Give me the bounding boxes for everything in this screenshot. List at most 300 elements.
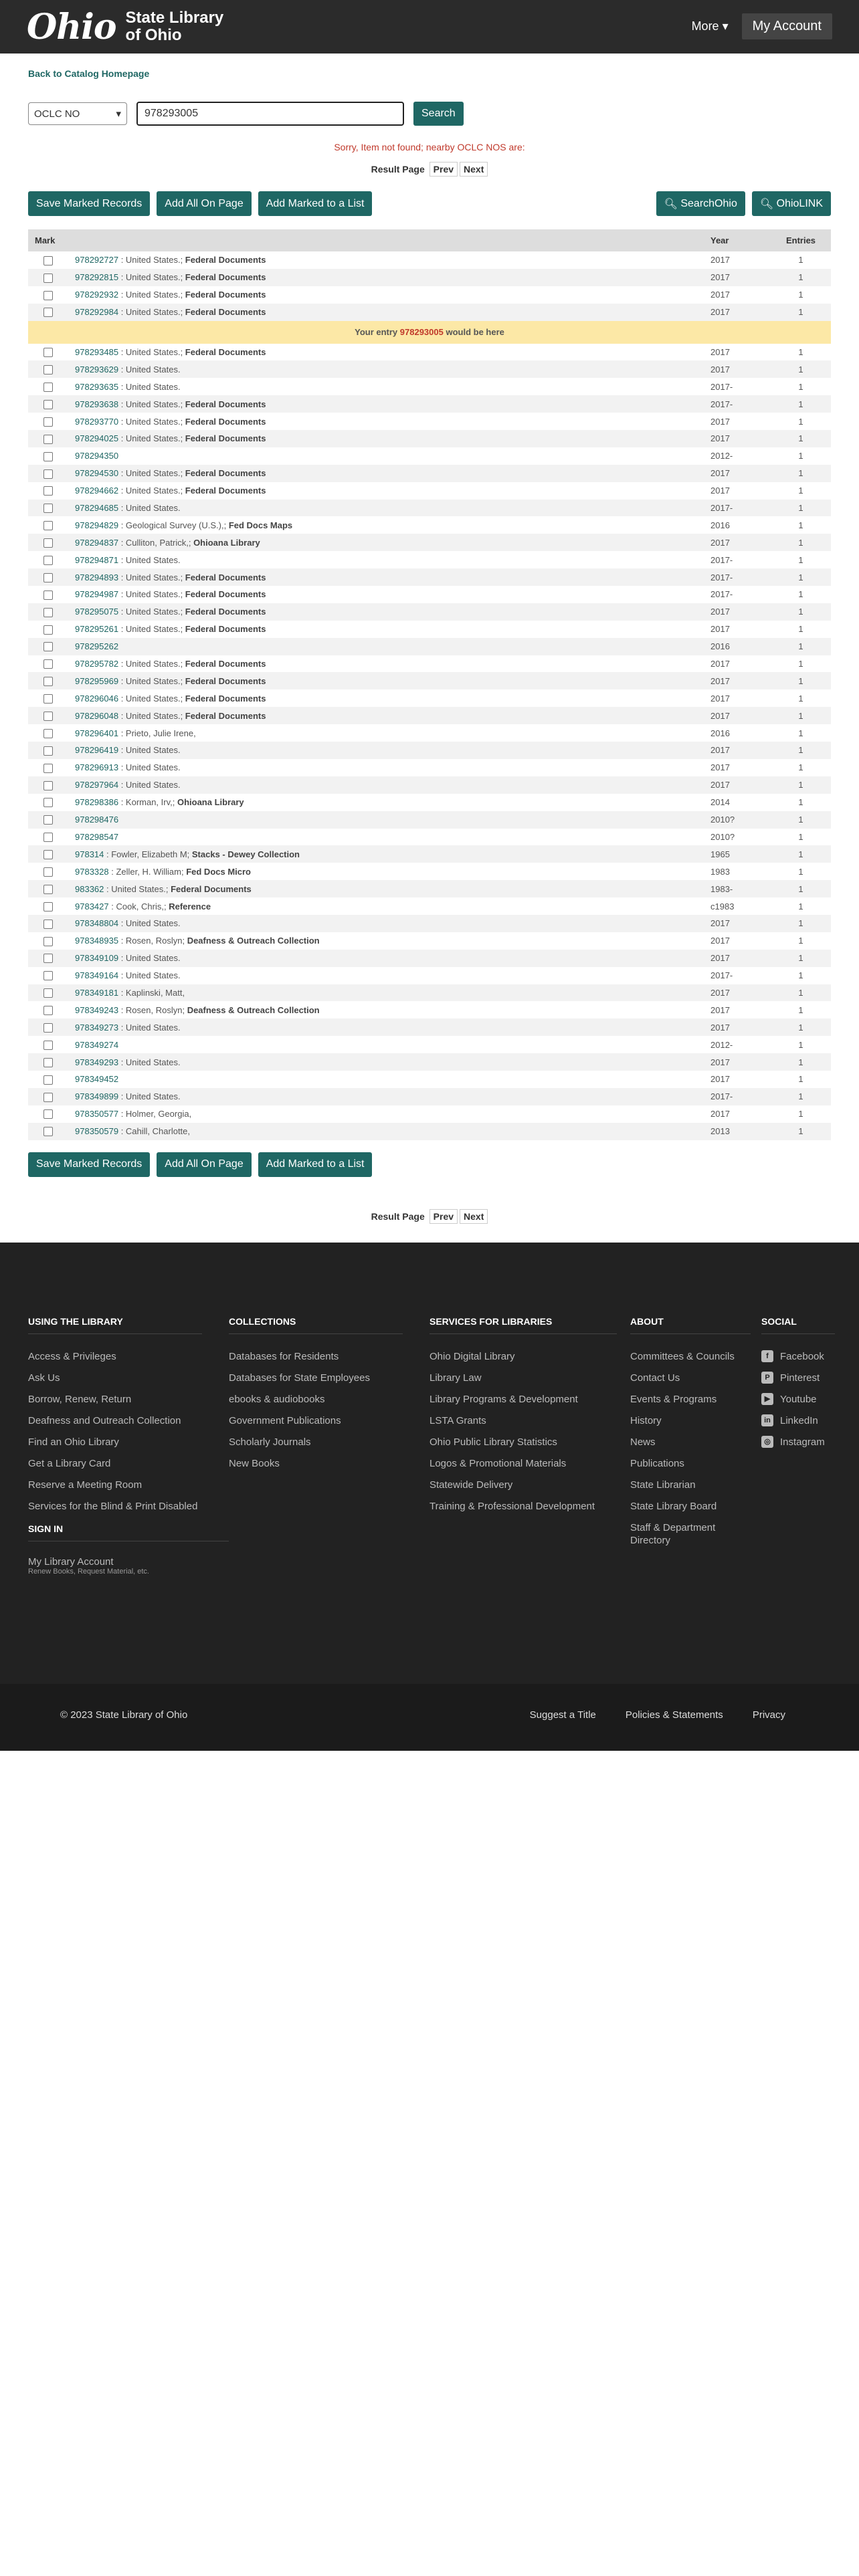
mark-checkbox[interactable] <box>43 486 53 496</box>
mark-checkbox[interactable] <box>43 1006 53 1015</box>
table-row <box>28 551 831 568</box>
oclc-link[interactable]: 978293635 <box>75 381 119 392</box>
oclc-link[interactable]: 978349274 <box>75 1039 119 1050</box>
oclc-link[interactable]: 978296913 <box>75 762 119 773</box>
record-source: : United States. <box>118 745 181 756</box>
oclc-link[interactable]: 978294350 <box>75 451 119 461</box>
record-entries: 1 <box>771 672 831 689</box>
footer-link[interactable]: Databases for Residents <box>229 1350 339 1362</box>
record-source: : United States. <box>118 953 181 964</box>
oclc-link[interactable]: 978292815 <box>75 272 119 283</box>
footer-link[interactable]: Get a Library Card <box>28 1457 111 1469</box>
mark-header: Mark <box>28 229 68 251</box>
mark-checkbox[interactable] <box>43 556 53 565</box>
record-source: : United States.; <box>118 272 185 283</box>
footer-link[interactable]: Ohio Public Library Statistics <box>430 1436 557 1448</box>
mark-checkbox[interactable] <box>43 746 53 756</box>
record-year: 2017 <box>704 1053 771 1071</box>
record-entries: 1 <box>771 880 831 897</box>
oclc-link[interactable]: 978297964 <box>75 780 119 790</box>
save-marked-button[interactable]: Save Marked Records <box>28 1152 150 1177</box>
my-account-button[interactable]: My Account <box>742 13 832 39</box>
record-year: 2017 <box>710 347 730 357</box>
record-year: 1965 <box>704 845 771 863</box>
record-entries: 1 <box>771 811 831 829</box>
table-row <box>28 430 831 447</box>
table-row <box>28 395 831 413</box>
mark-checkbox[interactable] <box>43 729 53 738</box>
mark-checkbox[interactable] <box>43 365 53 374</box>
oclc-link[interactable]: 978349273 <box>75 1022 119 1033</box>
oclc-link[interactable]: 978296048 <box>75 710 119 721</box>
record-year: 2017 <box>704 776 771 794</box>
prev-page-button[interactable]: Prev <box>430 162 458 177</box>
not-found-notice: Sorry, Item not found; nearby OCLC NOS are: <box>334 142 525 152</box>
record-entries: 1 <box>771 776 831 794</box>
search-button[interactable]: Search <box>413 102 464 126</box>
record-source: : Rosen, Roslyn; <box>118 1004 187 1015</box>
oclc-link[interactable]: 9783427 <box>75 901 109 911</box>
table-row <box>28 742 831 759</box>
table-row <box>28 465 831 482</box>
table-row <box>28 251 831 269</box>
mark-checkbox[interactable] <box>43 920 53 929</box>
mark-checkbox[interactable] <box>43 256 53 265</box>
mark-checkbox[interactable] <box>43 274 53 283</box>
search-icon: 🔍︎ <box>664 198 678 210</box>
social-link-youtube[interactable] <box>761 1393 835 1406</box>
footer-link[interactable]: Events & Programs <box>630 1393 717 1405</box>
footer-link[interactable]: Staff & Department Directory <box>630 1521 716 1546</box>
record-location: Fed Docs Micro <box>186 866 251 877</box>
footer-link[interactable]: Databases for State Employees <box>229 1372 370 1384</box>
oclc-link[interactable]: 9783328 <box>75 866 109 877</box>
footer-link[interactable]: State Librarian <box>630 1479 696 1491</box>
footer-link[interactable]: Access & Privileges <box>28 1350 116 1362</box>
footer-link[interactable]: Ohio Digital Library <box>430 1350 515 1362</box>
footer-column-title: ABOUT <box>630 1316 751 1334</box>
mark-checkbox[interactable] <box>43 1127 53 1136</box>
mark-checkbox[interactable] <box>43 971 53 980</box>
mark-checkbox[interactable] <box>43 400 53 409</box>
linkedin-icon: in <box>761 1414 773 1426</box>
record-entries: 1 <box>771 707 831 724</box>
record-source: : United States. <box>118 1057 181 1067</box>
footer-link[interactable]: Reserve a Meeting Room <box>28 1479 142 1491</box>
oclc-link[interactable]: 978295262 <box>75 641 119 652</box>
chevron-down-icon: ▾ <box>116 108 121 120</box>
table-row <box>28 500 831 517</box>
oclc-link[interactable]: 978295969 <box>75 675 119 686</box>
table-row <box>28 776 831 794</box>
record-year: 2017- <box>710 554 733 565</box>
mark-checkbox[interactable] <box>43 798 53 807</box>
record-source: : Kaplinski, Matt, <box>118 987 185 998</box>
mark-checkbox[interactable] <box>43 591 53 600</box>
oclc-link[interactable]: 978348935 <box>75 936 119 946</box>
record-source: : United States.; <box>118 607 185 617</box>
record-year: 2017 <box>710 416 730 427</box>
oclc-link[interactable]: 978294837 <box>75 537 119 548</box>
table-row <box>28 689 831 707</box>
table-row <box>28 447 831 465</box>
footer-column <box>28 1316 202 1521</box>
table-row <box>28 794 831 811</box>
mark-checkbox[interactable] <box>43 833 53 842</box>
oclc-link[interactable]: 978293485 <box>75 347 119 357</box>
mark-checkbox[interactable] <box>43 867 53 877</box>
footer-column-title: USING THE LIBRARY <box>28 1316 202 1334</box>
social-label: Pinterest <box>780 1372 820 1384</box>
mark-checkbox[interactable] <box>43 1058 53 1067</box>
footer-link[interactable]: LSTA Grants <box>430 1414 486 1426</box>
record-entries: 1 <box>771 304 831 321</box>
oclc-link[interactable]: 978295075 <box>75 607 119 617</box>
social-link-pinterest[interactable] <box>761 1372 835 1384</box>
oclc-link[interactable]: 978295261 <box>75 624 119 635</box>
record-entries: 1 <box>798 1109 803 1119</box>
record-year: 2017 <box>704 742 771 759</box>
table-row <box>28 1036 831 1053</box>
mark-checkbox[interactable] <box>43 659 53 669</box>
oclc-link[interactable]: 978298386 <box>75 797 119 808</box>
record-source: : United States.; <box>118 468 185 479</box>
add-all-button[interactable]: Add All On Page <box>157 191 251 216</box>
oclc-link[interactable]: 978296419 <box>75 745 119 756</box>
table-row <box>28 586 831 603</box>
record-location: Deafness & Outreach Collection <box>187 936 320 946</box>
footer-link[interactable]: New Books <box>229 1457 280 1469</box>
record-entries: 1 <box>798 936 803 946</box>
oclc-link[interactable]: 978292984 <box>75 307 119 318</box>
oclc-link[interactable]: 978298547 <box>75 831 119 842</box>
record-source: : United States. <box>118 780 181 790</box>
record-year: 2010? <box>710 831 735 842</box>
record-year: 2017- <box>710 589 733 600</box>
footer-link[interactable]: Training & Professional Development <box>430 1500 595 1512</box>
oclc-link[interactable]: 978294829 <box>75 520 119 530</box>
add-marked-list-button[interactable]: Add Marked to a List <box>258 1152 373 1177</box>
add-all-button[interactable]: Add All On Page <box>157 1152 251 1177</box>
site-logo[interactable] <box>27 3 223 51</box>
record-entries: 1 <box>771 568 831 586</box>
oclc-link[interactable]: 978294893 <box>75 572 119 582</box>
mark-checkbox[interactable] <box>43 902 53 911</box>
record-location: Federal Documents <box>185 255 266 265</box>
record-entries: 1 <box>771 984 831 1002</box>
footer-link[interactable]: History <box>630 1414 662 1426</box>
mark-checkbox[interactable] <box>43 469 53 479</box>
mark-checkbox[interactable] <box>43 521 53 530</box>
social-label: Facebook <box>780 1350 824 1362</box>
social-link-facebook[interactable] <box>761 1350 835 1363</box>
social-link-linkedin[interactable] <box>761 1414 835 1427</box>
oclc-link[interactable]: 978349109 <box>75 953 119 964</box>
mark-checkbox[interactable] <box>43 694 53 704</box>
mark-checkbox[interactable] <box>43 954 53 963</box>
oclc-link[interactable]: 978292727 <box>75 255 119 265</box>
oclc-link[interactable]: 983362 <box>75 883 104 894</box>
mark-checkbox[interactable] <box>43 764 53 773</box>
footer-link[interactable]: Borrow, Renew, Return <box>28 1393 132 1405</box>
mark-checkbox[interactable] <box>43 1109 53 1119</box>
record-entries: 1 <box>798 901 803 911</box>
record-entries: 1 <box>798 624 803 635</box>
table-row <box>28 482 831 500</box>
oclc-link[interactable]: 978296401 <box>75 728 119 738</box>
record-year: 2017 <box>704 984 771 1002</box>
record-entries: 1 <box>798 1074 803 1085</box>
record-entries: 1 <box>771 1018 831 1036</box>
record-source: : Fowler, Elizabeth M; <box>104 849 192 859</box>
next-page-button[interactable]: Next <box>460 162 488 177</box>
record-entries: 1 <box>798 831 803 842</box>
record-source: : United States. <box>118 762 181 773</box>
oclc-link[interactable]: 978294685 <box>75 503 119 514</box>
mark-checkbox[interactable] <box>43 348 53 357</box>
result-page-label: Result Page <box>371 1210 425 1222</box>
table-row <box>28 863 831 880</box>
search-index-select[interactable] <box>28 102 127 125</box>
footer-link[interactable]: Publications <box>630 1457 684 1469</box>
mark-checkbox[interactable] <box>43 383 53 392</box>
oclc-link[interactable]: 978294025 <box>75 433 119 444</box>
record-location: Federal Documents <box>185 589 266 600</box>
record-entries: 1 <box>798 589 803 600</box>
footer-link[interactable]: Scholarly Journals <box>229 1436 311 1448</box>
record-year: 2016 <box>710 520 730 530</box>
social-label: Instagram <box>780 1436 825 1448</box>
mark-checkbox[interactable] <box>43 452 53 461</box>
record-entries: 1 <box>798 486 803 496</box>
record-source: : United States.; <box>118 659 185 669</box>
footer-link[interactable]: Services for the Blind & Print Disabled <box>28 1500 198 1512</box>
table-row <box>28 516 831 534</box>
oclc-link[interactable]: 978294530 <box>75 468 119 479</box>
oclc-link[interactable]: 978294987 <box>75 589 119 600</box>
record-year: 2017 <box>704 603 771 621</box>
record-year: 2014 <box>710 797 730 808</box>
record-year: 2017 <box>710 1004 730 1015</box>
mark-checkbox[interactable] <box>43 308 53 317</box>
footer-link[interactable]: Deafness and Outreach Collection <box>28 1414 181 1426</box>
table-row <box>28 950 831 967</box>
placeholder-pre: Your entry <box>355 327 400 338</box>
oclc-link[interactable]: 978294662 <box>75 486 119 496</box>
prev-page-button[interactable]: Prev <box>430 1209 458 1224</box>
record-entries: 1 <box>798 554 803 565</box>
record-entries: 1 <box>798 762 803 773</box>
table-row <box>28 707 831 724</box>
social-link-instagram[interactable] <box>761 1436 835 1448</box>
mark-checkbox[interactable] <box>43 1023 53 1033</box>
results-table <box>28 229 831 1140</box>
oclc-link[interactable]: 978349164 <box>75 970 119 981</box>
placeholder-code: 978293005 <box>399 327 444 338</box>
oclc-link[interactable]: 978296046 <box>75 693 119 704</box>
record-source: : United States.; <box>118 255 185 265</box>
record-source: : United States.; <box>118 486 185 496</box>
record-year: 2012- <box>710 1039 733 1050</box>
oclc-link[interactable]: 978349293 <box>75 1057 119 1067</box>
next-page-button[interactable]: Next <box>460 1209 488 1224</box>
mark-checkbox[interactable] <box>43 885 53 894</box>
record-location: Ohioana Library <box>177 797 244 808</box>
mark-checkbox[interactable] <box>43 712 53 721</box>
record-entries: 1 <box>798 1039 803 1050</box>
mark-checkbox[interactable] <box>43 850 53 859</box>
table-row <box>28 378 831 395</box>
footer-link[interactable]: Find an Ohio Library <box>28 1436 119 1448</box>
footer-link[interactable]: Library Law <box>430 1372 482 1384</box>
oclc-link[interactable]: 978293638 <box>75 399 119 409</box>
table-row <box>28 932 831 950</box>
record-source: : United States.; <box>104 883 171 894</box>
footer-link[interactable]: ebooks & audiobooks <box>229 1393 325 1405</box>
record-source: : United States.; <box>118 675 185 686</box>
searchohio-button[interactable] <box>656 191 745 216</box>
record-year: 2017- <box>704 1088 771 1105</box>
instagram-icon: ◎ <box>761 1436 773 1448</box>
record-source: : Cahill, Charlotte, <box>118 1126 191 1137</box>
mark-checkbox[interactable] <box>43 988 53 998</box>
record-entries: 1 <box>798 659 803 669</box>
mark-checkbox[interactable] <box>43 504 53 513</box>
record-source: : Holmer, Georgia, <box>118 1109 192 1119</box>
oclc-link[interactable]: 978314 <box>75 849 104 859</box>
my-library-account-link[interactable]: My Library Account <box>28 1555 114 1568</box>
footer-link[interactable]: News <box>630 1436 656 1448</box>
record-year: 2017 <box>710 255 730 265</box>
add-marked-list-button[interactable]: Add Marked to a List <box>258 191 373 216</box>
back-to-catalog-link[interactable]: Back to Catalog Homepage <box>28 68 150 79</box>
record-entries: 1 <box>771 638 831 655</box>
record-entries: 1 <box>771 742 831 759</box>
social-column <box>761 1316 835 1457</box>
footer-link[interactable]: Ask Us <box>28 1372 60 1384</box>
table-row <box>28 897 831 915</box>
oclc-link[interactable]: 978293629 <box>75 364 119 374</box>
mark-checkbox[interactable] <box>43 642 53 651</box>
mark-checkbox[interactable] <box>43 417 53 427</box>
mark-checkbox[interactable] <box>43 937 53 946</box>
oclc-link[interactable]: 978295782 <box>75 659 119 669</box>
footer-bottom-link[interactable]: Policies & Statements <box>625 1709 723 1721</box>
record-year: 2017 <box>710 762 730 773</box>
record-location: Federal Documents <box>185 693 266 704</box>
footer-link[interactable]: Statewide Delivery <box>430 1479 513 1491</box>
record-year: 2012- <box>710 451 733 461</box>
record-year: 2017- <box>710 381 733 392</box>
footer-link[interactable]: Library Programs & Development <box>430 1393 578 1405</box>
record-year: 2017 <box>704 707 771 724</box>
record-entries: 1 <box>771 1053 831 1071</box>
ohiolink-button[interactable] <box>752 191 831 216</box>
entry-placeholder-row <box>28 321 831 344</box>
mark-checkbox[interactable] <box>43 815 53 825</box>
record-location: Federal Documents <box>185 659 266 669</box>
footer-link[interactable]: Government Publications <box>229 1414 341 1426</box>
record-entries: 1 <box>771 1088 831 1105</box>
mark-checkbox[interactable] <box>43 677 53 686</box>
table-row <box>28 759 831 776</box>
record-source: : Geological Survey (U.S.),; <box>118 520 229 530</box>
mark-checkbox[interactable] <box>43 573 53 582</box>
footer-bottom-link[interactable]: Suggest a Title <box>529 1709 596 1721</box>
oclc-link[interactable]: 978349452 <box>75 1074 119 1085</box>
record-entries: 1 <box>771 395 831 413</box>
table-row <box>28 811 831 829</box>
record-year: 2017 <box>704 915 771 932</box>
oclc-link[interactable]: 978298476 <box>75 815 119 825</box>
oclc-link[interactable]: 978350577 <box>75 1109 119 1119</box>
mark-checkbox[interactable] <box>43 291 53 300</box>
social-label: LinkedIn <box>780 1414 818 1426</box>
oclc-link[interactable]: 978294871 <box>75 554 119 565</box>
more-menu[interactable]: More ▾ <box>691 19 729 33</box>
oclc-link[interactable]: 978349243 <box>75 1004 119 1015</box>
mark-checkbox[interactable] <box>43 538 53 548</box>
footer-link[interactable]: Contact Us <box>630 1372 680 1384</box>
record-source: : Zeller, H. William; <box>108 866 187 877</box>
save-marked-button[interactable]: Save Marked Records <box>28 191 150 216</box>
result-pager-top <box>28 162 831 177</box>
mark-checkbox[interactable] <box>43 608 53 617</box>
record-year: 2017 <box>710 1074 730 1085</box>
record-location: Federal Documents <box>185 675 266 686</box>
mark-checkbox[interactable] <box>43 435 53 444</box>
oclc-link[interactable]: 978350579 <box>75 1126 119 1137</box>
table-row <box>28 344 831 361</box>
footer-bottom-link[interactable]: Privacy <box>752 1709 785 1721</box>
oclc-link[interactable]: 978293770 <box>75 416 119 427</box>
record-location: Federal Documents <box>185 468 266 479</box>
table-row <box>28 568 831 586</box>
table-row <box>28 603 831 621</box>
record-source: : United States.; <box>118 589 185 600</box>
table-row <box>28 845 831 863</box>
mark-checkbox[interactable] <box>43 1075 53 1085</box>
mark-checkbox[interactable] <box>43 1093 53 1102</box>
table-row <box>28 1088 831 1105</box>
record-source: : United States. <box>118 970 181 981</box>
footer-link[interactable]: Committees & Councils <box>630 1350 735 1362</box>
record-location: Federal Documents <box>185 347 266 357</box>
record-source: : Culliton, Patrick,; <box>118 537 194 548</box>
mark-checkbox[interactable] <box>43 1041 53 1050</box>
record-source: : United States.; <box>118 693 185 704</box>
mark-checkbox[interactable] <box>43 625 53 635</box>
search-input[interactable]: 978293005 <box>136 102 404 126</box>
oclc-link[interactable]: 978348804 <box>75 918 119 929</box>
search-bar <box>28 102 831 126</box>
footer-link[interactable]: Logos & Promotional Materials <box>430 1457 567 1469</box>
record-year: 2017- <box>704 568 771 586</box>
ohiolink-label: OhioLINK <box>776 197 823 209</box>
oclc-link[interactable]: 978349181 <box>75 987 119 998</box>
mark-checkbox[interactable] <box>43 781 53 790</box>
oclc-link[interactable]: 978349899 <box>75 1091 119 1102</box>
record-entries: 1 <box>798 451 803 461</box>
footer-link[interactable]: State Library Board <box>630 1500 717 1512</box>
record-year: 2017 <box>710 693 730 704</box>
record-year: 2016 <box>704 638 771 655</box>
footer-column <box>229 1316 403 1479</box>
record-year: 2017 <box>704 672 771 689</box>
table-row <box>28 880 831 897</box>
oclc-link[interactable]: 978292932 <box>75 290 119 300</box>
record-year: 2017 <box>704 465 771 482</box>
